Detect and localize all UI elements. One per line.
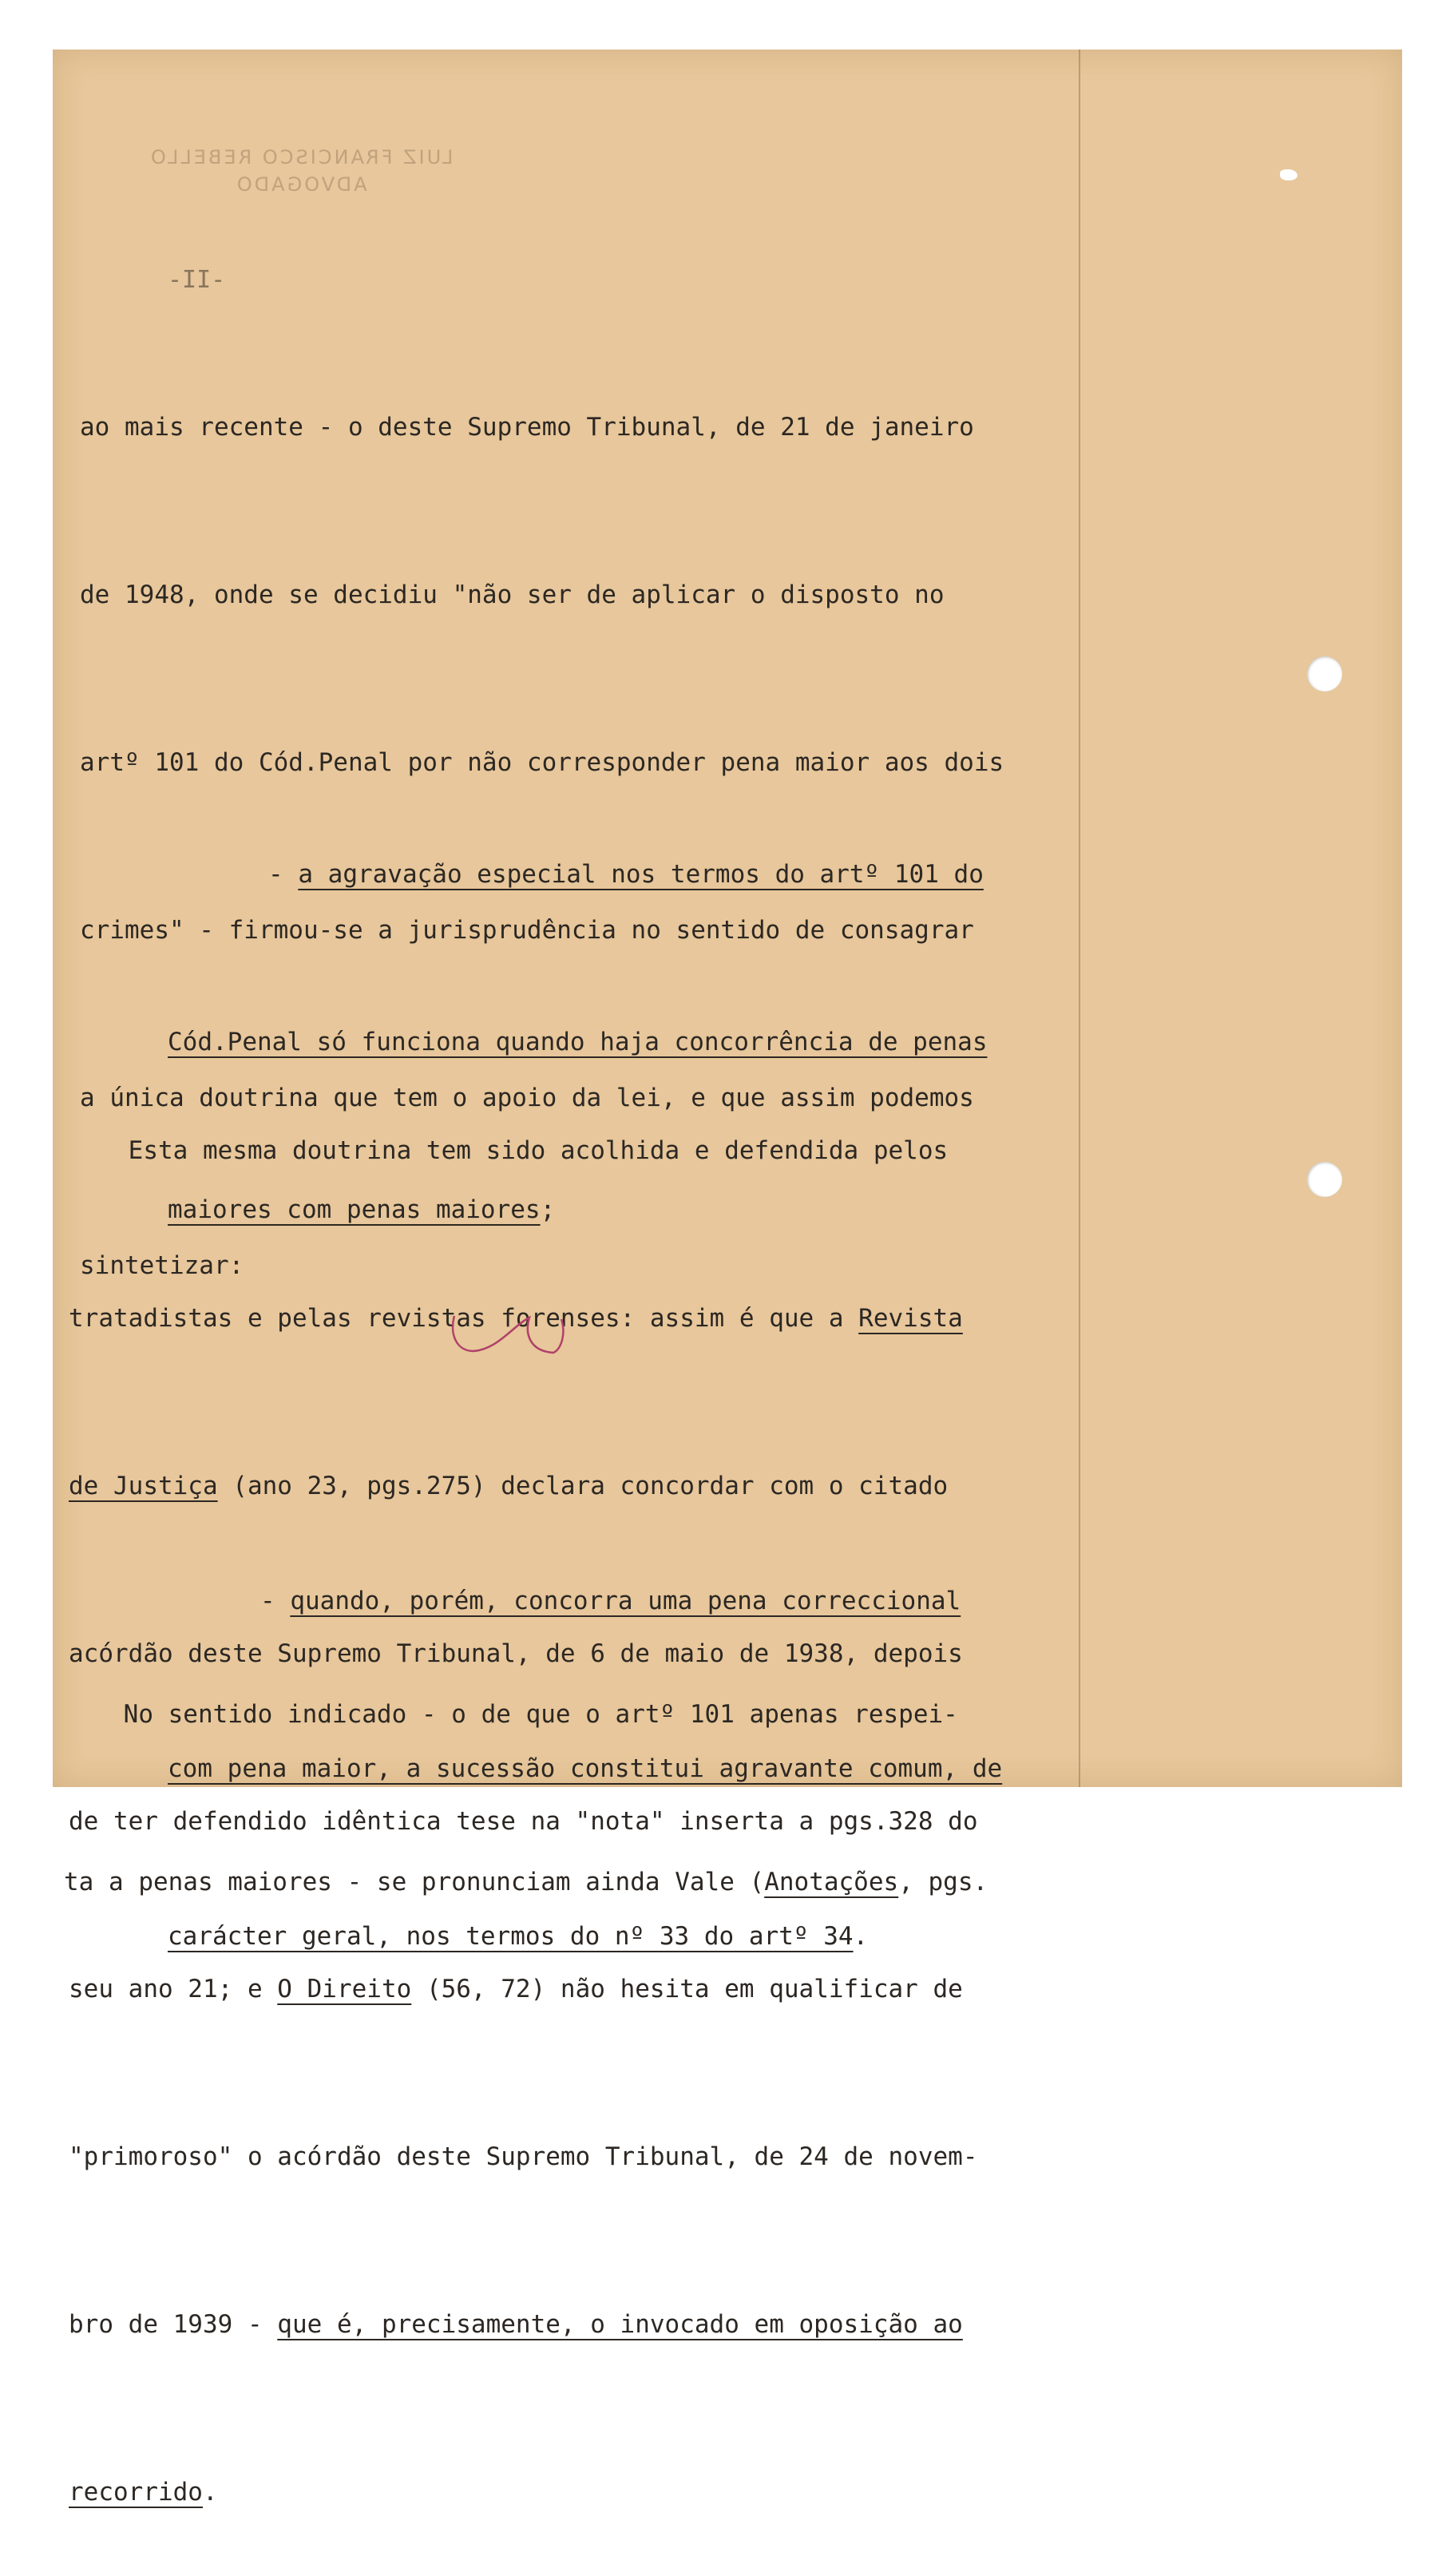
text-line: recorrido. bbox=[69, 2478, 218, 2507]
underlined-text: com pena maior, a sucessão constitui agravante comum, de bbox=[168, 1754, 1003, 1783]
underlined-text: Cód.Penal só funciona quando haja concorrência de penas bbox=[168, 1028, 988, 1056]
text-line: tratadistas e pelas revistas forenses: assim é que a Revista bbox=[69, 1304, 963, 1333]
journal-title: Revista bbox=[858, 1304, 963, 1333]
paragraph-3 bbox=[64, 1575, 988, 1966]
dash: - bbox=[260, 1587, 291, 1615]
fold-line bbox=[1079, 50, 1080, 1787]
pen-mark bbox=[450, 1310, 568, 1357]
punch-hole bbox=[1307, 1162, 1342, 1197]
underlined-text: quando, porém, concorra uma pena correccional bbox=[290, 1587, 961, 1615]
punch-hole bbox=[1307, 656, 1342, 692]
underlined-text: a agravação especial nos termos do artº 101 do bbox=[298, 860, 984, 889]
dash: - bbox=[268, 860, 299, 889]
underlined-text: que é, precisamente, o invocado em oposição ao bbox=[277, 2310, 963, 2339]
underlined-text: maiores com penas maiores bbox=[168, 1195, 541, 1224]
page-number: -II- bbox=[168, 266, 226, 294]
text-line: Esta mesma doutrina tem sido acolhida e defendida pelos bbox=[69, 1136, 949, 1165]
text-line: a única doutrina que tem o apoio da lei, e que assim podemos bbox=[80, 1084, 974, 1112]
letterhead-title: ADVOGADO bbox=[234, 173, 367, 196]
underlined-text: carácter geral, nos termos do nº 33 do artº 34 bbox=[168, 1922, 854, 1951]
journal-title: O Direito bbox=[277, 1975, 412, 2003]
text-line: ao mais recente - o deste Supremo Tribunal, de 21 de janeiro bbox=[80, 413, 974, 442]
conclusion-1: - a agravação especial nos termos do artº 101 do Cód.Penal só funciona quando haja concorrência de penas maiores com penas maiores; bbox=[168, 860, 988, 1224]
book-title: Anotações bbox=[764, 1868, 899, 1896]
text-line: de 1948, onde se decidiu "não ser de aplicar o disposto no bbox=[80, 581, 945, 609]
letterhead-name: LUIZ FRANCISCO REBELLO bbox=[149, 146, 454, 168]
conclusion-2: - quando, porém, concorra uma pena correccional com pena maior, a sucessão constitui agravante comum, de carácter geral, nos termos do nº 33 do artº 34. bbox=[168, 1587, 1003, 1951]
paper-chip bbox=[1280, 169, 1297, 180]
text-line: seu ano 21; e O Direito (56, 72) não hesita em qualificar de bbox=[69, 1975, 963, 2003]
text-line: No sentido indicado - o de que o artº 101 apenas respei- bbox=[64, 1700, 958, 1729]
text-line: "primoroso" o acórdão deste Supremo Tribunal, de 24 de novem- bbox=[69, 2142, 978, 2171]
underlined-text: recorrido bbox=[69, 2478, 203, 2507]
letterhead-stamp-bleed bbox=[149, 144, 453, 198]
text-line: de ter defendido idêntica tese na "nota" inserta a pgs.328 do bbox=[69, 1807, 978, 1836]
text-line: artº 101 do Cód.Penal por não corresponder pena maior aos dois bbox=[80, 748, 1004, 777]
text-line: sintetizar: bbox=[80, 1251, 244, 1280]
text-line: bro de 1939 - que é, precisamente, o invocado em oposição ao bbox=[69, 2310, 963, 2339]
text-line: ta a penas maiores - se pronunciam ainda Vale (Anotações, pgs. bbox=[64, 1868, 988, 1896]
text-line: de Justiça (ano 23, pgs.275) declara concordar com o citado bbox=[69, 1472, 949, 1500]
journal-title: de Justiça bbox=[69, 1472, 218, 1500]
text-line: acórdão deste Supremo Tribunal, de 6 de maio de 1938, depois bbox=[69, 1639, 963, 1668]
text-line: crimes" - firmou-se a jurisprudência no sentido de consagrar bbox=[80, 916, 974, 945]
